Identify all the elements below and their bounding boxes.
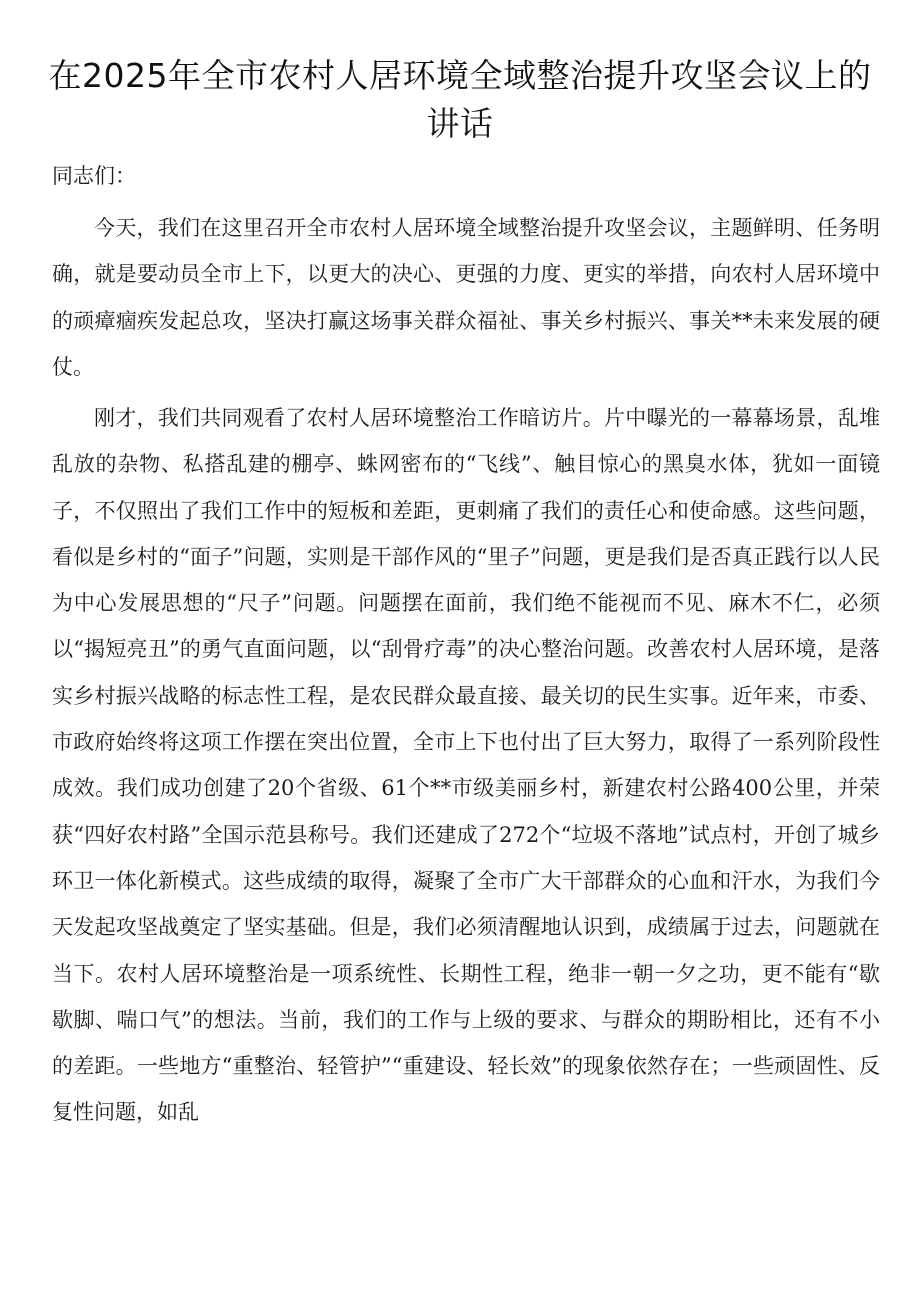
paragraph-opening: 今天，我们在这里召开全市农村人居环境全域整治提升攻坚会议，主题鲜明、任务明确，就是要动员全市上下，以更大的决心、更强的力度、更实的举措，向农村人居环境中的顽瘴痼疾发起总攻，坚决打赢这场事关群众福祉、事关乡村振兴、事关**未来发展的硬仗。 bbox=[52, 216, 880, 379]
salutation: 同志们： bbox=[52, 164, 136, 188]
document-title: 在2025年全市农村人居环境全域整治提升攻坚会议上的讲话 bbox=[48, 56, 872, 143]
paragraph-review: 刚才，我们共同观看了农村人居环境整治工作暗访片。片中曝光的一幕幕场景，乱堆乱放的杂物、私搭乱建的棚亭、蛛网密布的“飞线”、触目惊心的黑臭水体，犹如一面镜子，不仅照出了我们工作中的短板和差距，更刺痛了我们的责任心和使命感。这些问题，看似是乡村的“面子”问题，实则是干部作风的“里子”问题，更是我们是否真正践行以人民为中心发展思想的“尺子”问题。问题摆在面前，我们绝不能视而不见、麻木不仁，必须以“揭短亮丑”的勇气直面问题，以“刮骨疗毒”的决心整治问题。改善农村人居环境，是落实乡村振兴战略的标志性工程，是农民群众最直接、最关切的民生实事。近年来，市委、市政府始终将这项工作摆在突出位置，全市上下也付出了巨大努力，取得了一系列阶段性成效。我们成功创建了20个省级、61个**市级美丽乡村，新建农村公路400公里，并荣获“四好农村路”全国示范县称号。我们还建成了272个“垃圾不落地”试点村，开创了城乡环卫一体化新模式。这些成绩的取得，凝聚了全市广大干部群众的心血和汗水，为我们今天发起攻坚战奠定了坚实基础。但是，我们必须清醒地认识到，成绩属于过去，问题就在当下。农村人居环境整治是一项系统性、长期性工程，绝非一朝一夕之功，更不能有“歇歇脚、喘口气”的想法。当前，我们的工作与上级的要求、与群众的期盼相比，还有不小的差距。一些地方“重整治、轻管护”“重建设、轻长效”的现象依然存在；一些顽固性、反复性问题，如乱 bbox=[52, 406, 880, 1125]
